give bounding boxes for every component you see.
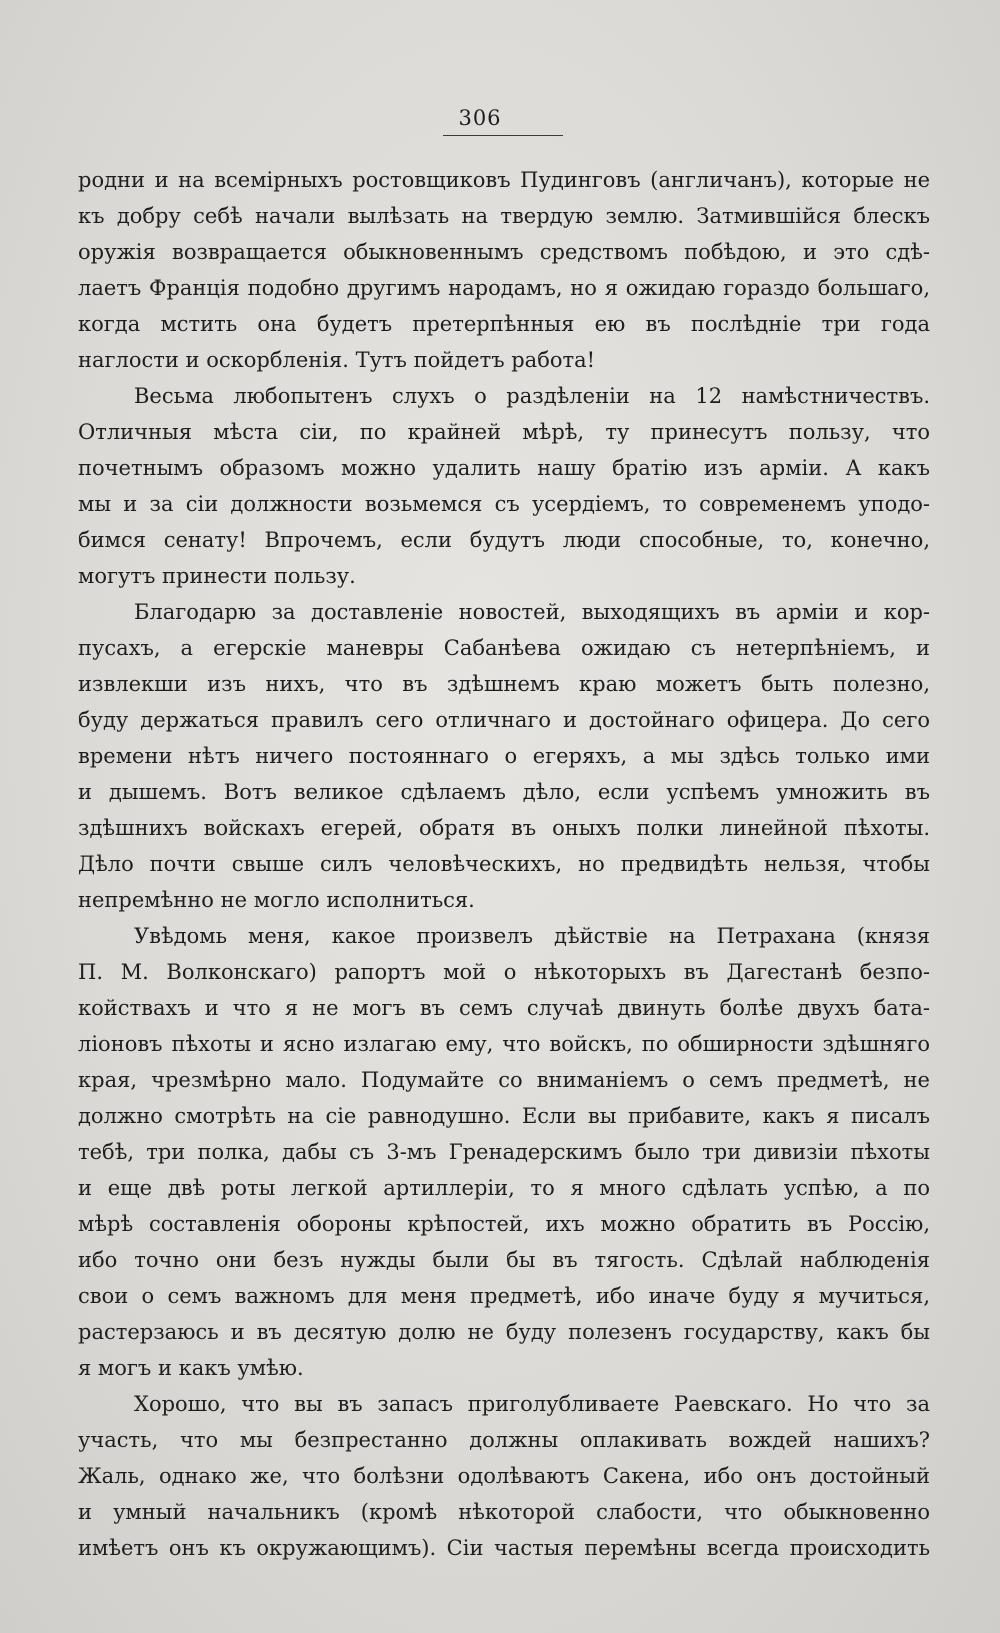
body-text xyxy=(78,162,930,1566)
text-line: края, чрезмѣрно мало. Подумайте со вниманіемъ о семъ предметѣ, не xyxy=(78,1068,930,1092)
text-line: растерзаюсь и въ десятую долю не буду полезенъ государству, какъ бы xyxy=(78,1320,930,1344)
text-line: ліоновъ пѣхоты и ясно излагаю ему, что войскъ, по обширности здѣшняго xyxy=(78,1032,930,1056)
page-number: 306 xyxy=(458,106,502,130)
text-line: почетнымъ образомъ можно удалить нашу братію изъ арміи. А какъ xyxy=(78,456,930,480)
paragraph xyxy=(78,1386,930,1566)
text-line: наглости и оскорбленія. Тутъ пойдетъ работа! xyxy=(78,348,596,372)
text-line: участь, что мы безпрестанно должны оплакивать вождей нашихъ? xyxy=(78,1428,930,1452)
text-line: мы и за сіи должности возьмемся съ усердіемъ, то современемъ уподо- xyxy=(78,492,930,516)
text-line: Увѣдомь меня, какое произвелъ дѣйствіе на Петрахана (князя xyxy=(134,924,930,948)
paragraph xyxy=(78,162,930,378)
paragraph xyxy=(78,378,930,594)
text-line: здѣшнихъ войскахъ егерей, обратя въ оныхъ полки линейной пѣхоты. xyxy=(78,816,930,840)
text-line: и дышемъ. Вотъ великое сдѣлаемъ дѣло, если успѣемъ умножить въ xyxy=(78,780,930,804)
text-line: Благодарю за доставленіе новостей, выходящихъ въ арміи и кор- xyxy=(134,600,930,624)
text-line: извлекши изъ нихъ, что въ здѣшнемъ краю можетъ быть полезно, xyxy=(78,672,930,696)
text-line: я могъ и какъ умѣю. xyxy=(78,1356,304,1380)
page-number-rule xyxy=(443,135,563,136)
text-line: лаетъ Францiя подобно другимъ народамъ, но я ожидаю гораздо большаго, xyxy=(78,276,930,300)
text-line: Жаль, однако же, что болѣзни одолѣваютъ Сакена, ибо онъ достойный xyxy=(78,1464,930,1488)
text-line: Хорошо, что вы въ запасъ приголубливаете Раевскаго. Но что за xyxy=(134,1392,930,1416)
text-line: имѣетъ онъ къ окружающимъ). Сіи частыя перемѣны всегда происходить xyxy=(78,1536,930,1560)
paragraph xyxy=(78,594,930,918)
text-line: Отличныя мѣста сіи, по крайней мѣрѣ, ту принесутъ пользу, что xyxy=(78,420,930,444)
text-line: Дѣло почти свыше силъ человѣческихъ, но предвидѣть нельзя, чтобы xyxy=(78,852,930,876)
text-line: непремѣнно не могло исполниться. xyxy=(78,888,475,912)
text-line: пусахъ, а егерскіе маневры Сабанѣева ожидаю съ нетерпѣніемъ, и xyxy=(78,636,930,660)
text-line: Весьма любопытенъ слухъ о раздѣленіи на 12 намѣстничествъ. xyxy=(134,384,930,408)
paragraph xyxy=(78,918,930,1386)
text-line: къ добру себѣ начали вылѣзать на твердую землю. Затмившійся блескъ xyxy=(78,204,930,228)
text-line: когда мстить она будетъ претерпѣнныя ею въ послѣдніе три года xyxy=(78,312,930,336)
text-line: П. М. Волконскаго) рапортъ мой о нѣкоторыхъ въ Дагестанѣ безпо- xyxy=(78,960,930,984)
text-line: должно смотрѣть на сіе равнодушно. Если вы прибавите, какъ я писалъ xyxy=(78,1104,930,1128)
text-line: буду держаться правилъ сего отличнаго и достойнаго офицера. До сего xyxy=(78,708,930,732)
text-line: оружія возвращается обыкновеннымъ средствомъ побѣдою, и это сдѣ- xyxy=(78,240,930,264)
text-line: и умный начальникъ (кромѣ нѣкоторой слабости, что обыкновенно xyxy=(78,1500,930,1524)
text-line: времени нѣтъ ничего постояннаго о егеряхъ, а мы здѣсь только ими xyxy=(78,744,930,768)
text-line: и еще двѣ роты легкой артиллеріи, то я много сдѣлать успѣю, а по xyxy=(78,1176,930,1200)
text-line: родни и на всемірныхъ ростовщиковъ Пудинговъ (англичанъ), которые не xyxy=(78,168,930,192)
text-line: могутъ принести пользу. xyxy=(78,564,356,588)
text-line: бимся сенату! Впрочемъ, если будутъ люди способные, то, конечно, xyxy=(78,528,930,552)
text-line: ибо точно они безъ нужды были бы въ тягость. Сдѣлай наблюденія xyxy=(78,1248,930,1272)
text-line: мѣрѣ составленія обороны крѣпостей, ихъ можно обратить въ Россію, xyxy=(78,1212,930,1236)
text-line: койствахъ и что я не могъ въ семъ случаѣ двинуть болѣе двухъ бата- xyxy=(78,996,930,1020)
text-line: тебѣ, три полка, дабы съ 3-мъ Гренадерскимъ было три дивизіи пѣхоты xyxy=(78,1140,930,1164)
text-line: свои о семъ важномъ для меня предметѣ, ибо иначе буду я мучиться, xyxy=(78,1284,930,1308)
